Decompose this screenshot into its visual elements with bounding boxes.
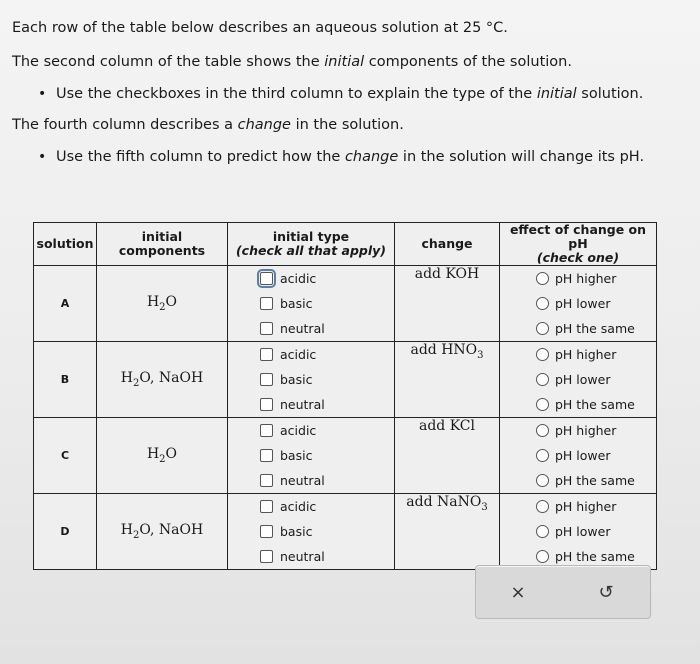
initial-components: $H_2O$ — [97, 266, 228, 342]
radio-button[interactable] — [536, 525, 549, 538]
initial-type-cell — [228, 342, 395, 418]
initial-components: $H_2O$, NaOH — [97, 342, 228, 418]
effect-option-c-2[interactable]: pH the same — [500, 468, 656, 493]
instruction-line-3: The fourth column describes a change in the solution. — [12, 117, 404, 133]
effect-option-a-0[interactable]: pH higher — [500, 266, 656, 291]
instruction-bullet-1: • Use the checkboxes in the third column to explain the type of the initial solution. — [38, 86, 644, 102]
initial-type-cell — [228, 266, 395, 342]
close-icon: × — [510, 581, 526, 603]
radio-button[interactable] — [536, 272, 549, 285]
table-row — [34, 342, 657, 418]
radio-button[interactable] — [536, 550, 549, 563]
initial-type-cell — [228, 494, 395, 570]
header-effect: effect of change on pH (check one) — [500, 223, 657, 266]
header-initial-type: initial type (check all that apply) — [228, 223, 395, 266]
type-option-basic-a[interactable]: basic — [228, 291, 394, 316]
instruction-bullet-2: • Use the fifth column to predict how the change in the solution will change its pH. — [38, 149, 645, 165]
header-change: change — [395, 223, 500, 266]
change-description: add NaNO$_3$ — [395, 494, 500, 570]
undo-button[interactable] — [594, 580, 618, 604]
table-row — [34, 418, 657, 494]
radio-button[interactable] — [536, 398, 549, 411]
type-option-basic-d[interactable]: basic — [228, 519, 394, 544]
checkbox[interactable] — [260, 398, 273, 411]
type-option-basic-b[interactable]: basic — [228, 367, 394, 392]
effect-option-d-1[interactable]: pH lower — [500, 519, 656, 544]
table-row — [34, 494, 657, 570]
radio-button[interactable] — [536, 297, 549, 310]
initial-components: $H_2O$ — [97, 418, 228, 494]
bullet-icon: • — [38, 86, 47, 102]
solutions-table — [33, 222, 657, 570]
type-option-acidic-a[interactable]: acidic — [228, 266, 394, 291]
checkbox[interactable] — [260, 449, 273, 462]
instruction-line-1: Each row of the table below describes an aqueous solution at 25 °C. — [12, 20, 508, 36]
type-option-neutral-d[interactable]: neutral — [228, 544, 394, 569]
instruction-line-2: The second column of the table shows the initial components of the solution. — [12, 54, 572, 70]
checkbox[interactable] — [260, 272, 273, 285]
radio-button[interactable] — [536, 348, 549, 361]
effect-option-d-2[interactable]: pH the same — [500, 544, 656, 569]
checkbox[interactable] — [260, 525, 273, 538]
change-description: add $HNO_3$ — [395, 342, 500, 418]
initial-components: $H_2O$, NaOH — [97, 494, 228, 570]
bullet-icon: • — [38, 149, 47, 165]
type-option-acidic-d[interactable]: acidic — [228, 494, 394, 519]
checkbox[interactable] — [260, 373, 273, 386]
initial-type-cell — [228, 418, 395, 494]
effect-cell — [500, 418, 657, 494]
checkbox[interactable] — [260, 500, 273, 513]
clear-button[interactable] — [506, 580, 530, 604]
checkbox[interactable] — [260, 474, 273, 487]
header-initial-components: initial components — [97, 223, 228, 266]
effect-option-a-2[interactable]: pH the same — [500, 316, 656, 341]
checkbox[interactable] — [260, 297, 273, 310]
radio-button[interactable] — [536, 500, 549, 513]
type-option-acidic-b[interactable]: acidic — [228, 342, 394, 367]
answer-toolbar — [475, 565, 651, 619]
type-option-basic-c[interactable]: basic — [228, 443, 394, 468]
table-header-row — [34, 223, 657, 266]
effect-option-b-2[interactable]: pH the same — [500, 392, 656, 417]
change-description: add KOH — [395, 266, 500, 342]
checkbox[interactable] — [260, 424, 273, 437]
effect-option-c-1[interactable]: pH lower — [500, 443, 656, 468]
undo-icon: ↺ — [598, 581, 614, 603]
radio-button[interactable] — [536, 424, 549, 437]
effect-option-b-0[interactable]: pH higher — [500, 342, 656, 367]
type-option-acidic-c[interactable]: acidic — [228, 418, 394, 443]
type-option-neutral-c[interactable]: neutral — [228, 468, 394, 493]
effect-cell — [500, 494, 657, 570]
table-row — [34, 266, 657, 342]
type-option-neutral-b[interactable]: neutral — [228, 392, 394, 417]
effect-option-a-1[interactable]: pH lower — [500, 291, 656, 316]
solution-label: A — [34, 266, 97, 342]
effect-option-b-1[interactable]: pH lower — [500, 367, 656, 392]
effect-cell — [500, 266, 657, 342]
solution-label: B — [34, 342, 97, 418]
radio-button[interactable] — [536, 322, 549, 335]
solution-label: D — [34, 494, 97, 570]
change-description: add KCl — [395, 418, 500, 494]
type-option-neutral-a[interactable]: neutral — [228, 316, 394, 341]
solution-label: C — [34, 418, 97, 494]
checkbox[interactable] — [260, 550, 273, 563]
radio-button[interactable] — [536, 474, 549, 487]
effect-option-c-0[interactable]: pH higher — [500, 418, 656, 443]
checkbox[interactable] — [260, 348, 273, 361]
header-solution: solution — [34, 223, 97, 266]
checkbox[interactable] — [260, 322, 273, 335]
radio-button[interactable] — [536, 373, 549, 386]
effect-option-d-0[interactable]: pH higher — [500, 494, 656, 519]
effect-cell — [500, 342, 657, 418]
radio-button[interactable] — [536, 449, 549, 462]
